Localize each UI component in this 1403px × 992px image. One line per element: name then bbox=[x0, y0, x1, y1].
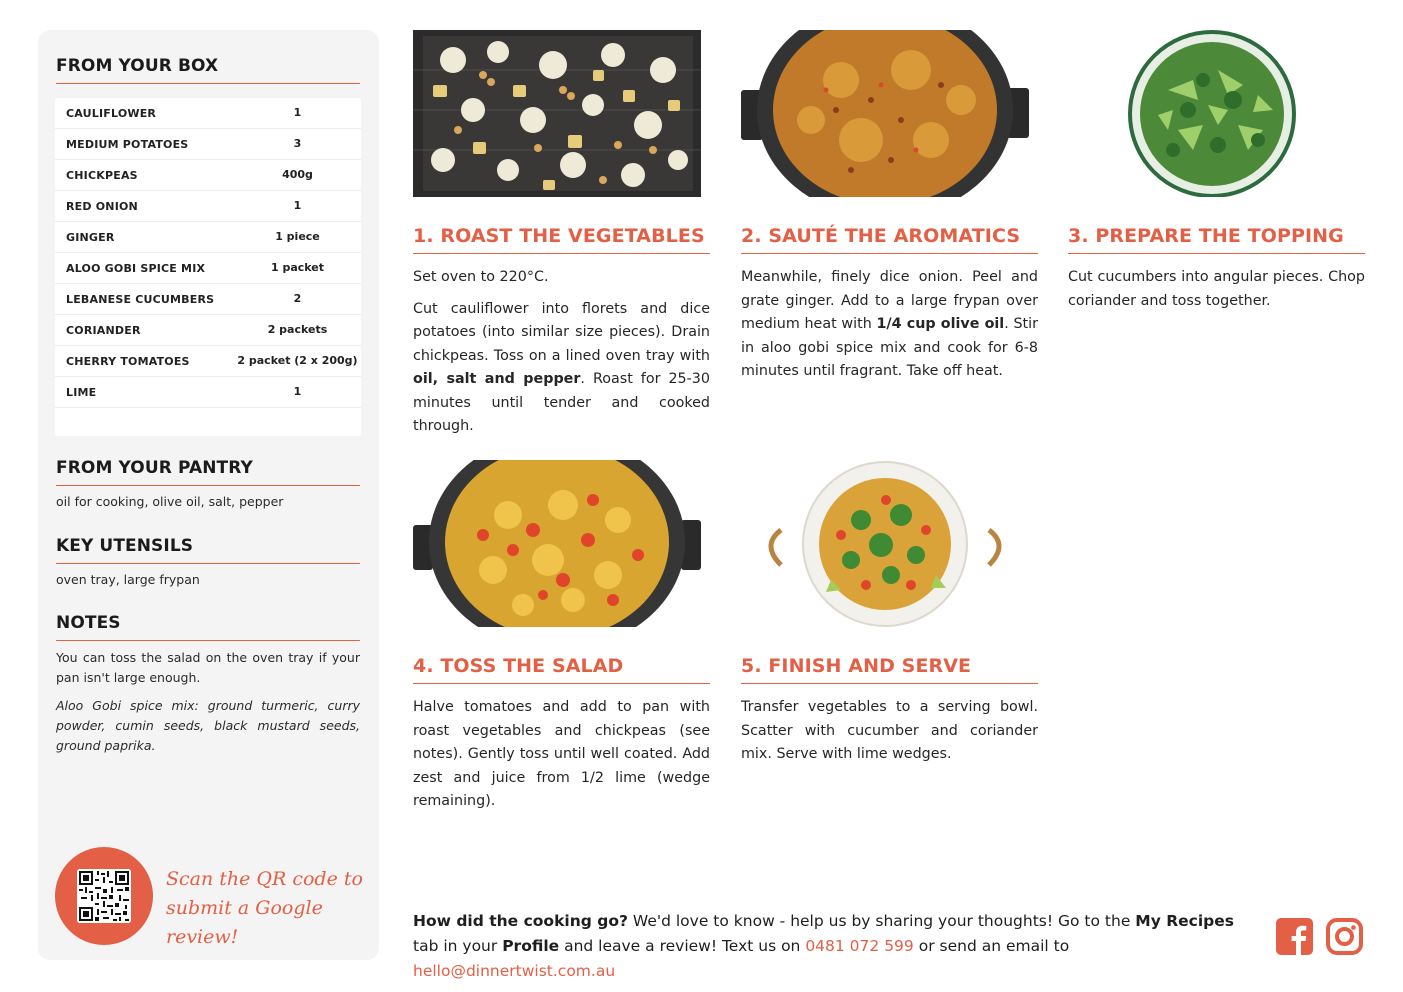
notes-spice-mix-text: Aloo Gobi spice mix: ground turmeric, curry powder, cumin seeds, black mustard seeds, ground paprika. bbox=[56, 698, 360, 753]
step-1-text-part: Cut cauliflower into florets and dice potatoes (into similar size pieces). Drain chickpeas. Toss on a lined oven tray with bbox=[413, 300, 710, 364]
ingredient-row bbox=[55, 346, 361, 377]
key-utensils-title: KEY UTENSILS bbox=[56, 536, 360, 564]
ingredient-name: ALOO GOBI SPICE MIX bbox=[66, 262, 206, 275]
ingredient-name: LIME bbox=[66, 386, 97, 399]
step-2-text bbox=[741, 266, 1038, 392]
pantry-text: oil for cooking, olive oil, salt, pepper bbox=[56, 494, 284, 509]
ingredient-name: RED ONION bbox=[66, 200, 138, 213]
qr-review-line: submit a Google review! bbox=[166, 897, 323, 948]
step-2-bold: 1/4 cup olive oil bbox=[876, 316, 1005, 332]
ingredient-qty: 1 bbox=[293, 385, 302, 398]
step-2-photo bbox=[741, 30, 1029, 197]
ingredient-qty: 2 bbox=[293, 292, 302, 305]
ingredient-row bbox=[55, 253, 361, 284]
ingredient-qty: 2 packets bbox=[267, 323, 328, 336]
ingredient-row bbox=[55, 98, 361, 129]
qr-review-prompt bbox=[166, 865, 366, 952]
from-your-pantry-title: FROM YOUR PANTRY bbox=[56, 458, 360, 486]
ingredient-qty: 1 packet bbox=[270, 261, 325, 274]
step-1-bold: oil, salt and pepper bbox=[413, 371, 581, 387]
step-1-title: 1. ROAST THE VEGETABLES bbox=[413, 225, 710, 254]
ingredient-row bbox=[55, 315, 361, 346]
step-2-title: 2. SAUTÉ THE AROMATICS bbox=[741, 225, 1038, 254]
step-1-paragraph bbox=[413, 298, 710, 439]
ingredient-row bbox=[55, 191, 361, 222]
ingredients-table bbox=[55, 98, 361, 436]
my-recipes-link[interactable]: My Recipes bbox=[1135, 912, 1234, 930]
ingredient-qty: 1 piece bbox=[275, 230, 320, 243]
ingredient-row bbox=[55, 377, 361, 408]
step-4-photo bbox=[413, 460, 701, 627]
step-1-text bbox=[413, 266, 710, 447]
ingredient-qty: 400g bbox=[282, 168, 313, 181]
ingredient-row bbox=[55, 160, 361, 191]
ingredient-qty: 3 bbox=[293, 137, 302, 150]
step-5-title: 5. FINISH AND SERVE bbox=[741, 655, 1038, 684]
footer-question: How did the cooking go? bbox=[413, 912, 628, 930]
footer-text: or send an email to bbox=[913, 937, 1070, 955]
review-footer bbox=[413, 909, 1253, 984]
ingredient-name: MEDIUM POTATOES bbox=[66, 138, 189, 151]
ingredient-name: GINGER bbox=[66, 231, 115, 244]
ingredient-name: CHICKPEAS bbox=[66, 169, 138, 182]
footer-text: and leave a review! Text us on bbox=[559, 937, 806, 955]
step-1-text-part: . Roast for 25-30 minutes until tender and cooked through. bbox=[413, 371, 710, 434]
ingredient-name: LEBANESE CUCUMBERS bbox=[66, 293, 215, 306]
profile-link[interactable]: Profile bbox=[502, 937, 560, 955]
instagram-icon[interactable] bbox=[1326, 918, 1363, 955]
step-4-title: 4. TOSS THE SALAD bbox=[413, 655, 710, 684]
utensils-text: oven tray, large frypan bbox=[56, 572, 200, 587]
step-1-photo bbox=[413, 30, 701, 197]
phone-link[interactable]: 0481 072 599 bbox=[805, 937, 914, 955]
ingredient-name: CORIANDER bbox=[66, 324, 141, 337]
step-2-text-part: Meanwhile, finely dice onion. Peel and grate ginger. Add to a large frypan over medium heat with bbox=[741, 269, 1038, 332]
ingredient-row bbox=[55, 284, 361, 315]
email-link[interactable]: hello@dinnertwist.com.au bbox=[413, 962, 616, 980]
qr-code-badge[interactable] bbox=[55, 847, 153, 945]
sidebar bbox=[38, 30, 379, 960]
ingredient-name: CAULIFLOWER bbox=[66, 107, 157, 120]
step-2-text-part: . Stir in aloo gobi spice mix and cook for 6-8 minutes until fragrant. Take off heat. bbox=[741, 316, 1039, 379]
step-2-paragraph bbox=[741, 266, 1038, 384]
from-your-box-title: FROM YOUR BOX bbox=[56, 56, 360, 84]
qr-review-line: Scan the QR code to bbox=[166, 868, 363, 890]
step-5-text bbox=[741, 696, 1038, 775]
notes-text: You can toss the salad on the oven tray if your pan isn't large enough. bbox=[56, 650, 360, 685]
facebook-icon[interactable] bbox=[1276, 918, 1313, 955]
qr-code-icon[interactable] bbox=[77, 869, 131, 923]
step-5-photo bbox=[741, 460, 1029, 627]
ingredient-qty: 2 packet (2 x 200g) bbox=[237, 354, 358, 367]
step-5-paragraph: Transfer vegetables to a serving bowl. Scatter with cucumber and coriander mix. Serve with lime wedges. bbox=[741, 699, 1038, 762]
step-4-text bbox=[413, 696, 710, 822]
footer-text: tab in your bbox=[413, 937, 503, 955]
step-3-text bbox=[1068, 266, 1365, 321]
ingredient-qty: 1 bbox=[293, 106, 302, 119]
ingredient-qty: 1 bbox=[293, 199, 302, 212]
ingredient-name: CHERRY TOMATOES bbox=[66, 355, 190, 368]
step-3-paragraph: Cut cucumbers into angular pieces. Chop coriander and toss together. bbox=[1068, 269, 1365, 309]
step-4-paragraph: Halve tomatoes and add to pan with roast vegetables and chickpeas (see notes). Gently toss until well coated. Add zest and juice from 1/2 lime (wedge remaining). bbox=[413, 699, 710, 809]
step-3-title: 3. PREPARE THE TOPPING bbox=[1068, 225, 1365, 254]
notes-title: NOTES bbox=[56, 613, 360, 641]
step-1-paragraph: Set oven to 220°C. bbox=[413, 269, 549, 285]
footer-text: We'd love to know - help us by sharing your thoughts! Go to the bbox=[627, 912, 1136, 930]
ingredient-row bbox=[55, 129, 361, 160]
step-3-photo bbox=[1068, 30, 1356, 197]
ingredient-row bbox=[55, 222, 361, 253]
